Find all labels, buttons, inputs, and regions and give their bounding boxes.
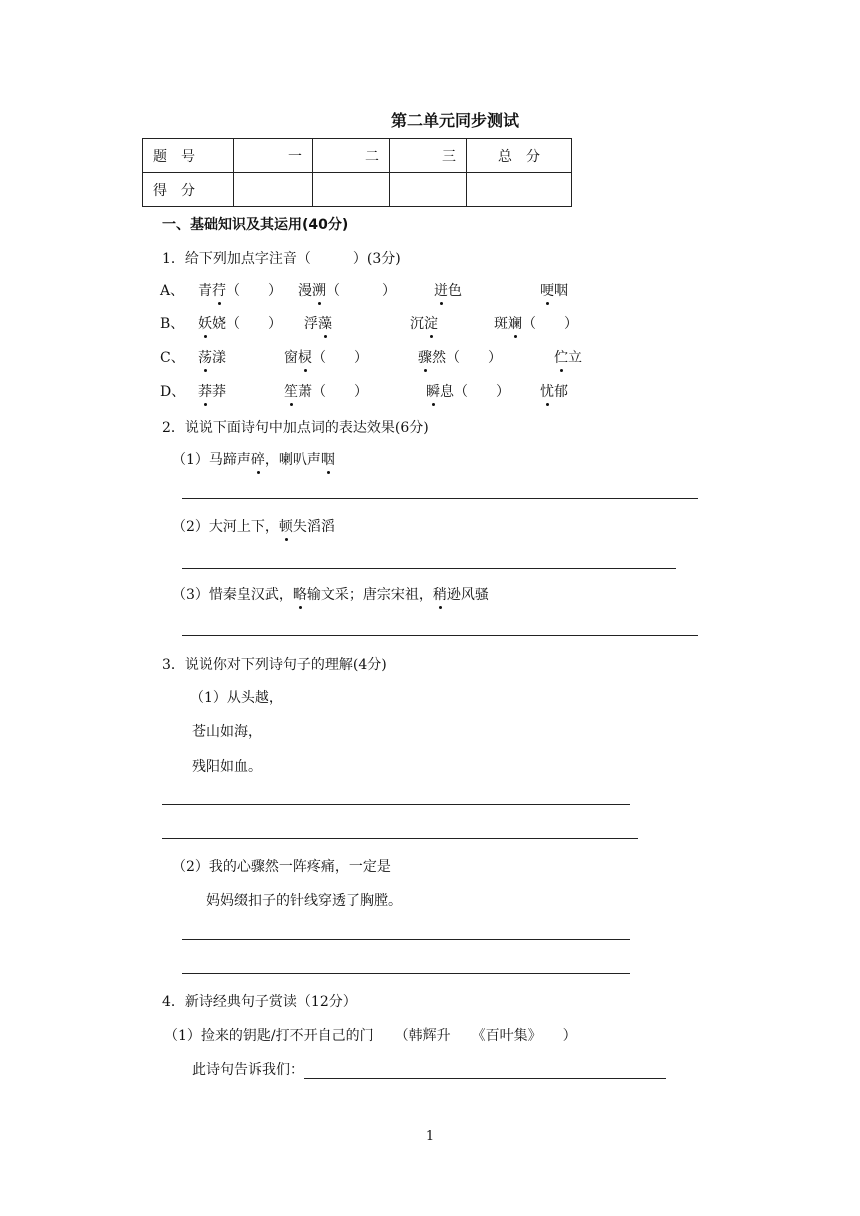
score-input-cell[interactable] [390, 173, 467, 207]
dotted-char: 忧 [540, 384, 554, 400]
answer-line[interactable] [182, 498, 698, 499]
word-text: 窗 [284, 350, 298, 366]
section-heading: 一、基础知识及其运用(40分) [162, 217, 349, 233]
poem-line: （1）从头越， [190, 690, 283, 706]
question-4-title: 4．新诗经典句子赏读（12分） [162, 994, 357, 1010]
question-4-prompt: 此诗句告诉我们： [192, 1062, 304, 1078]
dotted-char: 笙 [284, 384, 298, 400]
option-label: A、 [160, 283, 185, 299]
question-1-title: 1．给下列加点字注音（ ）(3分) [162, 251, 401, 267]
poem-line: 苍山如海， [192, 724, 262, 740]
word-text: 郁 [554, 384, 568, 400]
question-4-item-1: （1）捡来的钥匙/打不开自己的门 （韩辉升 《百叶集》 ） [164, 1028, 577, 1044]
word-text: 青 [198, 283, 212, 299]
score-cell: 一 [234, 139, 313, 173]
option-word [298, 282, 396, 300]
option-word [554, 349, 582, 367]
answer-line[interactable] [182, 568, 676, 569]
option-word [304, 315, 332, 333]
dotted-char: 稍 [432, 587, 447, 603]
option-label: C、 [160, 350, 185, 366]
dotted-char: 碎 [250, 452, 265, 468]
dotted-char: 哽 [540, 283, 554, 299]
dotted-char: 妖 [198, 316, 212, 332]
score-table-score-row [143, 173, 572, 207]
answer-field[interactable] [304, 1062, 666, 1079]
dotted-char: 淀 [424, 316, 438, 332]
option-label: B、 [160, 316, 185, 332]
word-text: 色 [448, 283, 462, 299]
question-4-prompt-row [192, 1061, 666, 1079]
word-text: 斑 [494, 316, 508, 332]
option-label: D、 [160, 384, 186, 400]
dotted-char: 荇 [212, 283, 226, 299]
option-word [540, 282, 568, 300]
question-2-title: 2．说说下面诗句中加点词的表达效果(6分) [162, 420, 429, 436]
score-cell: 得 分 [143, 173, 234, 207]
option-word [434, 282, 462, 300]
score-input-cell[interactable] [234, 173, 313, 207]
dotted-char: 咽 [320, 452, 335, 468]
q2-text: 逊风骚 [446, 587, 489, 603]
option-word [198, 349, 226, 367]
option-word [494, 315, 578, 333]
option-word [418, 349, 502, 367]
score-input-cell[interactable] [313, 173, 390, 207]
word-text: 萧（ ） [298, 384, 368, 400]
dotted-char: 荡 [198, 350, 212, 366]
option-word [284, 383, 368, 401]
answer-line[interactable] [162, 838, 638, 839]
word-text: 莽 [212, 384, 226, 400]
score-table [142, 138, 572, 207]
option-word [198, 383, 226, 401]
word-text: 沉 [410, 316, 424, 332]
question-2-item-1 [172, 451, 335, 469]
word-text: （ ） [522, 316, 578, 332]
dotted-char: 斓 [508, 316, 522, 332]
word-text: 娆（ ） [212, 316, 282, 332]
q2-text: 失滔滔 [292, 519, 335, 535]
option-word [426, 383, 510, 401]
question-3-title: 3．说说你对下列诗句子的理解(4分) [162, 657, 387, 673]
word-text: 立 [568, 350, 582, 366]
word-text: 漫 [298, 283, 312, 299]
word-text: 然（ ） [432, 350, 502, 366]
q2-text: （3）惜秦皇汉武， [172, 587, 293, 603]
dotted-char: 迸 [434, 283, 448, 299]
option-word [198, 315, 282, 333]
score-cell: 题 号 [143, 139, 234, 173]
q2-text: （1）马蹄声 [172, 452, 251, 468]
poem-line: 妈妈缀扣子的针线穿透了胸膛。 [206, 893, 402, 909]
dotted-char: 瞬 [426, 384, 440, 400]
page-title: 第二单元同步测试 [390, 111, 519, 130]
dotted-char: 顿 [278, 519, 293, 535]
option-word [540, 383, 568, 401]
word-text: 漾 [212, 350, 226, 366]
dotted-char: 略 [292, 587, 307, 603]
q2-text: 输文采；唐宗宋祖， [306, 587, 433, 603]
poem-line: 残阳如血。 [192, 759, 262, 775]
dotted-char: 莽 [198, 384, 212, 400]
answer-line[interactable] [182, 635, 698, 636]
word-text: 咽 [554, 283, 568, 299]
dotted-char: 藻 [318, 316, 332, 332]
option-word [284, 349, 368, 367]
q2-text: ，喇叭声 [264, 452, 321, 468]
option-word [410, 315, 438, 333]
dotted-char: 棂 [298, 350, 312, 366]
dotted-char: 骤 [418, 350, 432, 366]
word-text: （ ） [226, 283, 282, 299]
score-input-cell[interactable] [467, 173, 572, 207]
answer-line[interactable] [182, 939, 630, 940]
dotted-char: 溯 [312, 283, 326, 299]
score-cell: 三 [390, 139, 467, 173]
dotted-char: 伫 [554, 350, 568, 366]
q2-text: （2）大河上下， [172, 519, 279, 535]
word-text: （ ） [326, 283, 396, 299]
score-cell: 二 [313, 139, 390, 173]
answer-line[interactable] [162, 804, 630, 805]
page-number: 1 [425, 1129, 435, 1144]
score-cell: 总 分 [467, 139, 572, 173]
word-text: （ ） [312, 350, 368, 366]
option-word [198, 282, 282, 300]
word-text: 息（ ） [440, 384, 510, 400]
question-2-item-3 [172, 586, 489, 604]
answer-line[interactable] [182, 973, 630, 974]
score-table-header-row [143, 139, 572, 173]
poem-line: （2）我的心骤然一阵疼痛，一定是 [172, 859, 391, 875]
word-text: 浮 [304, 316, 318, 332]
question-2-item-2 [172, 518, 335, 536]
